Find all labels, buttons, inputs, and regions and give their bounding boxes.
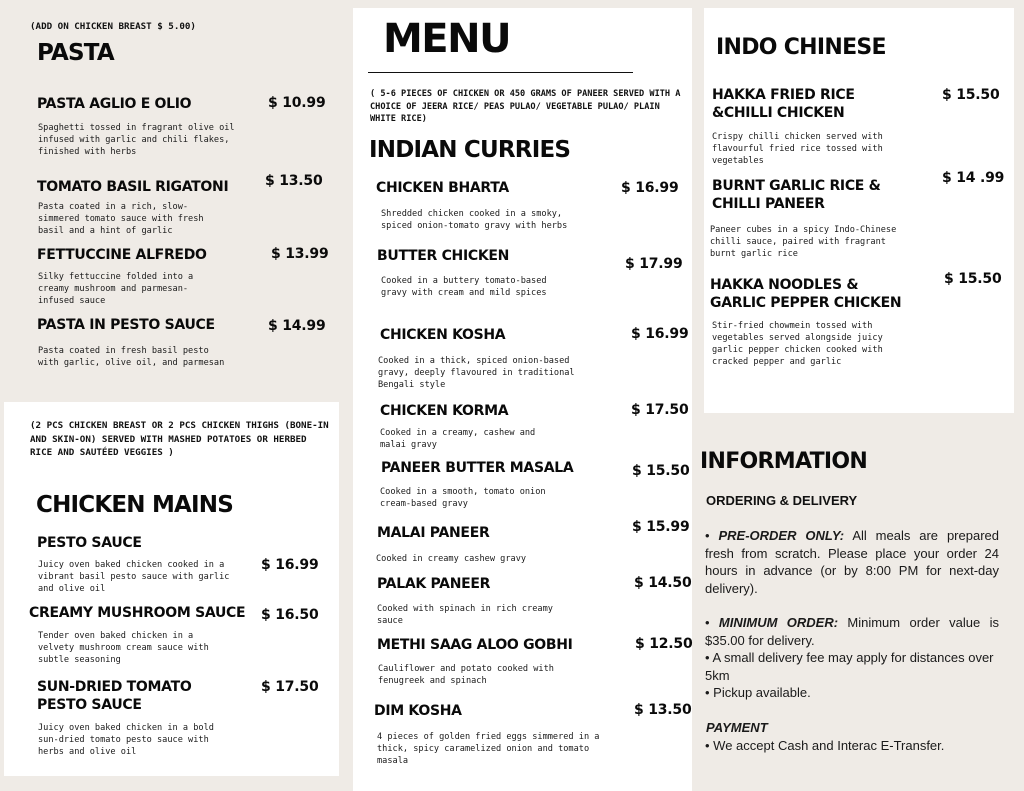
indo-chinese-panel (704, 8, 1014, 413)
item-name: PESTO SAUCE (37, 535, 142, 551)
item-name: HAKKA NOODLES & GARLIC PEPPER CHICKEN (710, 277, 902, 311)
item-description: Cooked in a creamy, cashew and malai gravy (380, 428, 536, 450)
item-name: CHICKEN BHARTA (376, 180, 509, 196)
pickup-text: • Pickup available. (705, 685, 811, 700)
preorder-paragraph (705, 527, 999, 597)
item-name: PALAK PANEER (377, 576, 491, 592)
item-description: Tender oven baked chicken in a velvety mushroom cream sauce with subtle seasoning (38, 631, 209, 665)
delivery-fee-text: • A small delivery fee may apply for distances over 5km (705, 650, 994, 683)
item-name: CHICKEN KOSHA (380, 327, 506, 343)
item-price: $ 13.99 (271, 246, 329, 262)
item-price: $ 16.99 (631, 326, 689, 342)
item-description: Silky fettuccine folded into a creamy mushroom and parmesan-infused sauce (38, 272, 194, 306)
indo-chinese-title: INDO CHINESE (716, 35, 886, 60)
bullet: • (705, 528, 710, 543)
item-price: $ 15.99 (632, 519, 690, 535)
item-name: SUN-DRIED TOMATO PESTO SAUCE (37, 679, 192, 713)
preorder-label: PRE-ORDER ONLY: (718, 528, 845, 543)
item-description: Cauliflower and potato cooked with fenugreek and spinach (378, 664, 554, 686)
item-description: Crispy chilli chicken served with flavourful fried rice tossed with vegetables (712, 132, 883, 166)
minimum-order-text: Minimum order value is $35.00 for delivery. (705, 615, 999, 648)
item-name: DIM KOSHA (374, 703, 462, 719)
item-description: Cooked in a thick, spiced onion-based gravy, deeply flavoured in traditional Bengali style (378, 356, 575, 390)
item-description: Pasta coated in a rich, slow-simmered tomato sauce with fresh basil and a hint of garlic (38, 202, 204, 236)
item-name: FETTUCCINE ALFREDO (37, 247, 207, 263)
payment-title: PAYMENT (706, 720, 768, 735)
item-price: $ 16.99 (261, 557, 319, 573)
item-price: $ 14.99 (268, 318, 326, 334)
pasta-title: PASTA (37, 40, 114, 66)
item-price: $ 15.50 (944, 271, 1002, 287)
minimum-order-paragraph (705, 614, 999, 649)
item-description: Paneer cubes in a spicy Indo-Chinese chilli sauce, paired with fragrant burnt garlic rice (710, 225, 897, 259)
indian-curries-title: INDIAN CURRIES (369, 137, 571, 163)
pasta-note: (ADD ON CHICKEN BREAST $ 5.00) (30, 21, 196, 32)
item-name: MALAI PANEER (377, 525, 490, 541)
item-name: CHICKEN KORMA (380, 403, 509, 419)
chicken-mains-note: (2 PCS CHICKEN BREAST OR 2 PCS CHICKEN THIGHS (BONE-IN AND SKIN-ON) SERVED WITH MASHED POTATOES OR HERBED RICE AND SAUTÉED VEGGIES ) (30, 420, 329, 458)
item-description: Spaghetti tossed in fragrant olive oil infused with garlic and chili flakes, finished with herbs (38, 123, 235, 157)
item-price: $ 10.99 (268, 95, 326, 111)
payment-text: • We accept Cash and Interac E-Transfer. (705, 738, 945, 753)
item-name: PANEER BUTTER MASALA (381, 460, 574, 476)
item-description: 4 pieces of golden fried eggs simmered in a thick, spicy caramelized onion and tomato masala (377, 732, 600, 766)
chicken-mains-title: CHICKEN MAINS (36, 492, 234, 518)
item-description: Cooked in creamy cashew gravy (376, 554, 527, 564)
item-price: $ 14.50 (634, 575, 692, 591)
item-description: Pasta coated in fresh basil pesto with garlic, olive oil, and parmesan (38, 346, 225, 368)
item-name: BURNT GARLIC RICE & CHILLI PANEER (712, 178, 881, 212)
item-price: $ 15.50 (942, 87, 1000, 103)
item-description: Cooked in a buttery tomato-based gravy with cream and mild spices (381, 276, 547, 298)
ordering-delivery-subtitle: ORDERING & DELIVERY (706, 493, 858, 508)
item-price: $ 15.50 (632, 463, 690, 479)
menu-title-rule (368, 72, 633, 73)
item-price: $ 13.50 (634, 702, 692, 718)
item-price: $ 14 .99 (942, 170, 1005, 186)
item-description: Cooked in a smooth, tomato onion cream-based gravy (380, 487, 546, 509)
item-price: $ 16.99 (621, 180, 679, 196)
menu-note: ( 5-6 PIECES OF CHICKEN OR 450 GRAMS OF PANEER SERVED WITH A CHOICE OF JEERA RICE/ PEAS PULAO/ VEGETABLE PULAO/ PLAIN WHITE RICE) (370, 89, 681, 124)
information-title: INFORMATION (700, 449, 868, 474)
item-price: $ 12.50 (635, 636, 693, 652)
item-price: $ 17.50 (261, 679, 319, 695)
item-name: PASTA AGLIO E OLIO (37, 96, 192, 112)
item-price: $ 13.50 (265, 173, 323, 189)
item-price: $ 17.50 (631, 402, 689, 418)
item-name: HAKKA FRIED RICE &CHILLI CHICKEN (712, 87, 855, 121)
item-name: METHI SAAG ALOO GOBHI (377, 637, 573, 653)
item-name: CREAMY MUSHROOM SAUCE (29, 605, 246, 621)
minimum-order-label: MINIMUM ORDER: (718, 615, 839, 630)
item-description: Stir-fried chowmein tossed with vegetables served alongside juicy garlic pepper chicken cooked with cracked pepper and garlic (712, 321, 883, 367)
item-description: Juicy oven baked chicken cooked in a vibrant basil pesto sauce with garlic and olive oil (38, 560, 230, 594)
chicken-mains-panel (4, 402, 339, 776)
item-price: $ 17.99 (625, 256, 683, 272)
menu-panel (353, 8, 692, 791)
item-name: PASTA IN PESTO SAUCE (37, 317, 215, 333)
item-name: BUTTER CHICKEN (377, 248, 510, 264)
preorder-text: All meals are prepared fresh from scratch. Please place your order 24 hours in advance (or by 8:00 PM for next-day delivery). (705, 528, 999, 596)
item-description: Juicy oven baked chicken in a bold sun-dried tomato pesto sauce with herbs and olive oil (38, 723, 214, 757)
bullet: • (705, 615, 710, 630)
menu-title: MENU (383, 16, 511, 62)
item-description: Cooked with spinach in rich creamy sauce (377, 604, 553, 626)
item-price: $ 16.50 (261, 607, 319, 623)
item-description: Shredded chicken cooked in a smoky, spiced onion-tomato gravy with herbs (381, 209, 568, 231)
item-name: TOMATO BASIL RIGATONI (37, 179, 229, 195)
